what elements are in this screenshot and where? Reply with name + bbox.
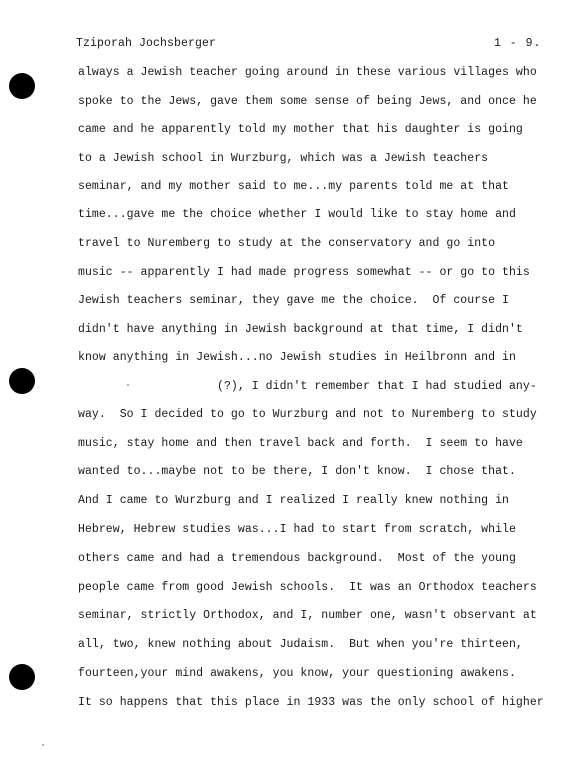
body-line: (?), I didn't remember that I had studied any- [78, 380, 537, 393]
body-line: know anything in Jewish...no Jewish studies in Heilbronn and in [78, 351, 516, 364]
body-line: came and he apparently told my mother that his daughter is going [78, 123, 523, 136]
interviewee-name: Tziporah Jochsberger [76, 37, 217, 50]
body-line: music -- apparently I had made progress somewhat -- or go to this [78, 266, 530, 279]
binder-hole-top [9, 73, 35, 99]
body-line: wanted to...maybe not to be there, I don't know. I chose that. [78, 465, 516, 478]
page-number: 1 - 9. [494, 37, 542, 50]
body-line: music, stay home and then travel back and forth. I seem to have [78, 437, 523, 450]
body-line: to a Jewish school in Wurzburg, which was a Jewish teachers [78, 152, 489, 165]
body-line: spoke to the Jews, gave them some sense of being Jews, and once he [78, 95, 537, 108]
body-line: all, two, knew nothing about Judaism. But when you're thirteen, [78, 638, 523, 651]
body-line: travel to Nuremberg to study at the conservatory and go into [78, 237, 496, 250]
body-line: seminar, strictly Orthodox, and I, number one, wasn't observant at [78, 609, 537, 622]
body-line: way. So I decided to go to Wurzburg and not to Nuremberg to study [78, 408, 537, 421]
body-line: And I came to Wurzburg and I realized I really knew nothing in [78, 494, 509, 507]
body-line: time...gave me the choice whether I would like to stay home and [78, 208, 516, 221]
body-line: Jewish teachers seminar, they gave me the choice. Of course I [78, 294, 509, 307]
body-line: others came and had a tremendous background. Most of the young [78, 552, 516, 565]
body-line: seminar, and my mother said to me...my parents told me at that [78, 180, 509, 193]
binder-hole-middle [9, 368, 35, 394]
body-line: It so happens that this place in 1933 was the only school of higher [78, 696, 544, 709]
body-line: people came from good Jewish schools. It was an Orthodox teachers [78, 581, 537, 594]
binder-hole-bottom [9, 664, 35, 690]
body-line: Hebrew, Hebrew studies was...I had to start from scratch, while [78, 523, 516, 536]
body-line: always a Jewish teacher going around in these various villages who [78, 66, 537, 79]
body-line: didn't have anything in Jewish background at that time, I didn't [78, 323, 523, 336]
body-line: fourteen,your mind awakens, you know, your questioning awakens. [78, 667, 516, 680]
scan-speck [42, 744, 44, 746]
